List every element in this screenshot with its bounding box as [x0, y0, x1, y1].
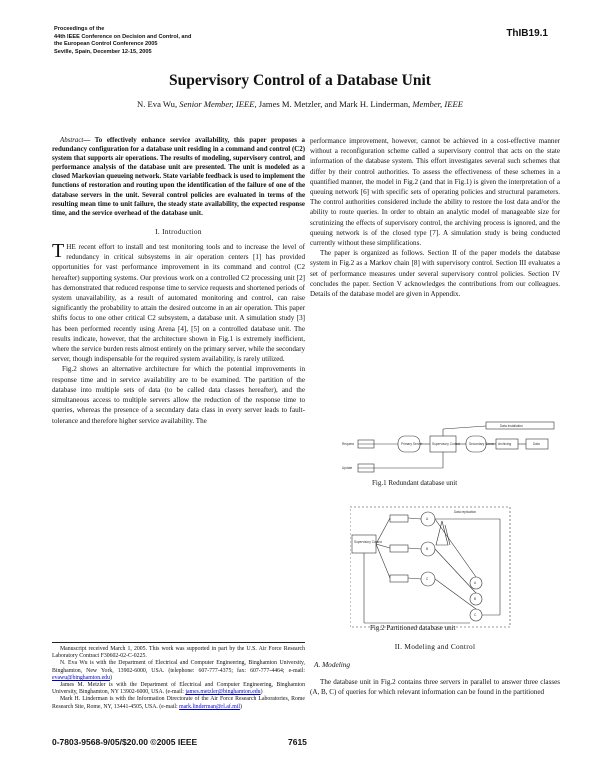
proceedings-line: Proceedings of the [54, 26, 105, 32]
fig1-label: Data [533, 442, 540, 446]
intro-paragraph-2: Fig.2 shows an alternative architecture for which the potential improvements in response time and in service availability are to be examined. The partition of the database into multiple sets of data (to be called data classes hereafter), and the simultaneous access to multiple servers allow the reduction of the response time to queries, whereas the presence of a secondary data class in every server leads to fault-tolerance and therefore higher service availability. The [52, 365, 305, 425]
footnote-manuscript: Manuscript received March 1, 2005. This work was supported in part by the U.S. Air Force Research Laboratory Contract F30602-02-C-0225. [52, 646, 305, 660]
right-paragraph-1: performance improvement, however, cannot be achieved in a cost-effective manner without a reconfiguration scheme called a supervisory control that acts on the state information of the database system. This effort investigates several such schemes that differ by their control authorities. To assess the effectiveness of these schemes in a quantified manner, the model in Fig.2 (and that in Fig.1) is given the interpretation of a queuing network [6] with specific sets of operating policies and structural parameters. The control authorities considered include the ability to restore the lost data and/or the ability to route queries. In order to obtain an analytic model of manageable size for scrutinizing the effects of supervisory control, the archiving process is ignored, and the queuing network is of the closed type [7]. A simulation study is being conducted currently without these simplifications. [310, 137, 560, 248]
figure-2-caption: Fig.2 Partitioned database unit [370, 624, 456, 632]
session-code: ThIB19.1 [506, 28, 548, 39]
intro-p1-text: HE recent effort to install and test monitoring tools and to increase the level of redundancy in critical subsystems in air operation centers [1] has provided opportunities for vast performance improvement in its command and control (C2 hereafter) supporting systems. Our previous work on a controlled C2 processing unit [2] has demonstrated that reduced response time to service requests and shortened periods of system unavailability, as a result of automated monitoring and control, can raise significantly the probability to attain the desired outcome in an air operation. This paper shifts focus to one other critical C2 subsystem, a database unit. A simulation study [3] has been performed recently using Arena [4], [5] on a controlled database unit. The results indicate, however, that the architecture shown in Fig.1 is extremely inefficient, where the service burden rests almost entirely on the primary server, while the secondary server, though indispensable for the required system availability, is rarely utilized. [52, 243, 305, 364]
fig2-label: B [474, 597, 477, 601]
fig1-label: Request [342, 442, 354, 446]
authors-2: , James M. Metzler, and Mark H. Linderman, [254, 99, 411, 109]
subsection-heading: A. Modeling [314, 660, 351, 669]
proceedings-line: 44th IEEE Conference on Decision and Control, and [54, 33, 192, 40]
footnote-author-3: Mark H. Linderman is with the Information Directorate of the Air Force Research Laboratories, Rome Research Site, Rome, NY, 13441-4505, USA. (e-mail: mark.linderman@rl.af.mil) [52, 696, 305, 710]
author-3-role: Member, IEEE [412, 99, 463, 109]
fig1-label: Secondary Server [469, 442, 495, 446]
right-column [310, 136, 560, 299]
modeling-text: The database unit in Fig.2 contains three servers in parallel to answer three classes (A, B, C) of queries for which relevant information can be found in the partitioned [310, 678, 560, 697]
fig1-label: Update [342, 466, 353, 470]
fig2-label: B [426, 547, 429, 551]
author-1: N. Eva Wu, [137, 99, 178, 109]
fig1-label: Primary Server [401, 442, 423, 446]
proceedings-header [54, 26, 314, 56]
figure-1-diagram [338, 418, 558, 480]
email-link-wu[interactable]: evawu@binghamton.edu [52, 674, 110, 681]
fig2-supervisory-control [352, 535, 376, 553]
footnotes [52, 642, 305, 711]
footnote-author-2: James M. Metzler is with the Department of Electrical and Computer Engineering, Binghamton University, Binghamton, NY 13902-6000, USA. (e-mail: james.metzler@binghamton.edu) [52, 682, 305, 696]
fig2-queue-b [390, 545, 408, 552]
page-number: 7615 [288, 737, 307, 747]
right-paragraph-2: The paper is organized as follows. Section II of the paper models the database system in Fig.2 as a Markov chain [8] with supervisory control. Section III evaluates a set of performance measures under several supervisory control policies. Section IV concludes the paper. Section V acknowledges the contributions from our colleagues. Details of the database model are given in Appendix. [310, 249, 560, 299]
section-2-heading: II. Modeling and Control [394, 642, 476, 651]
fig1-label: Archiving [498, 442, 512, 446]
paper-title: Supervisory Control of a Database Unit [169, 72, 431, 89]
fig2-label: C [426, 577, 429, 581]
fig1-label: Supervisory Control [432, 442, 460, 446]
fig2-label: Supervisory Control [354, 540, 382, 544]
section-1-heading: I. Introduction [155, 226, 202, 236]
footnote-author-1: N. Eva Wu is with the Department of Electrical and Computer Engineering, Binghamton University, Binghamton, New York, 13902-6000, USA. (telephone: 607-777-4375; fax: 607-777-4464; e-mail: evawu@binghamton.edu) [52, 660, 305, 681]
email-link-metzler[interactable]: james.metzler@binghamton.edu [185, 689, 261, 696]
email-link-linderman[interactable]: mark.linderman@rl.af.mil [179, 703, 240, 710]
intro-paragraph-1 [52, 242, 305, 364]
footnote-author-3-text: Mark H. Linderman is with the Information Directorate of the Air Force Research Laboratories, Rome Research Site, Rome, NY, 13441-4505, USA. (e-mail: [52, 696, 305, 710]
figure-2-diagram [350, 505, 530, 633]
fig2-label: A [474, 581, 477, 585]
abstract-label: Abstract [60, 137, 84, 144]
fig2-label: Data replication [454, 510, 477, 514]
abstract-text: — To effectively enhance service availability, this paper proposes a redundancy configuration for a database unit residing in a command and control (C2) system that supports air operations. The results of modeling, supervisory control, and performance analysis of the database unit are presented. The unit is modeled as a closed Markovian queueing network. State variable feedback is used to implement the functions of restoration and routing upon the identification of the failure of one of the database servers in the unit. Several control policies are evaluated in terms of the resulting mean time to unit failure, the steady state availability, the expected response time, and the service overhead of the database unit. [52, 137, 305, 217]
left-column [52, 136, 305, 426]
author-line [0, 99, 600, 109]
fig2-label: C [474, 613, 477, 617]
fig2-queue-c [390, 575, 408, 582]
fig1-label: Data Installation [500, 424, 523, 428]
drop-cap: T [52, 240, 65, 263]
footnote-author-1-text: N. Eva Wu is with the Department of Electrical and Computer Engineering, Binghamton University, Binghamton, New York, 13902-6000, USA. (telephone: 607-777-4375; fax: 607-777-4464; e-mail: [52, 660, 305, 674]
proceedings-line: the European Control Conference 2005 [54, 41, 158, 48]
author-1-role: Senior Member, IEEE [179, 99, 255, 109]
proceedings-line: Seville, Spain, December 12-15, 2005 [54, 48, 152, 55]
isbn-footer: 0-7803-9568-9/05/$20.00 ©2005 IEEE [52, 737, 198, 747]
footnote-author-2-text: James M. Metzler is with the Department of Electrical and Computer Engineering, Binghamton University, Binghamton, NY 13902-6000, USA. (e-mail: [52, 682, 305, 696]
figure-1-caption: Fig.1 Redundant database unit [372, 479, 458, 487]
abstract [52, 136, 305, 218]
fig2-boundary [350, 507, 510, 627]
fig2-queue-a [390, 515, 408, 522]
modeling-paragraph [310, 677, 560, 697]
fig2-label: A [426, 517, 429, 521]
